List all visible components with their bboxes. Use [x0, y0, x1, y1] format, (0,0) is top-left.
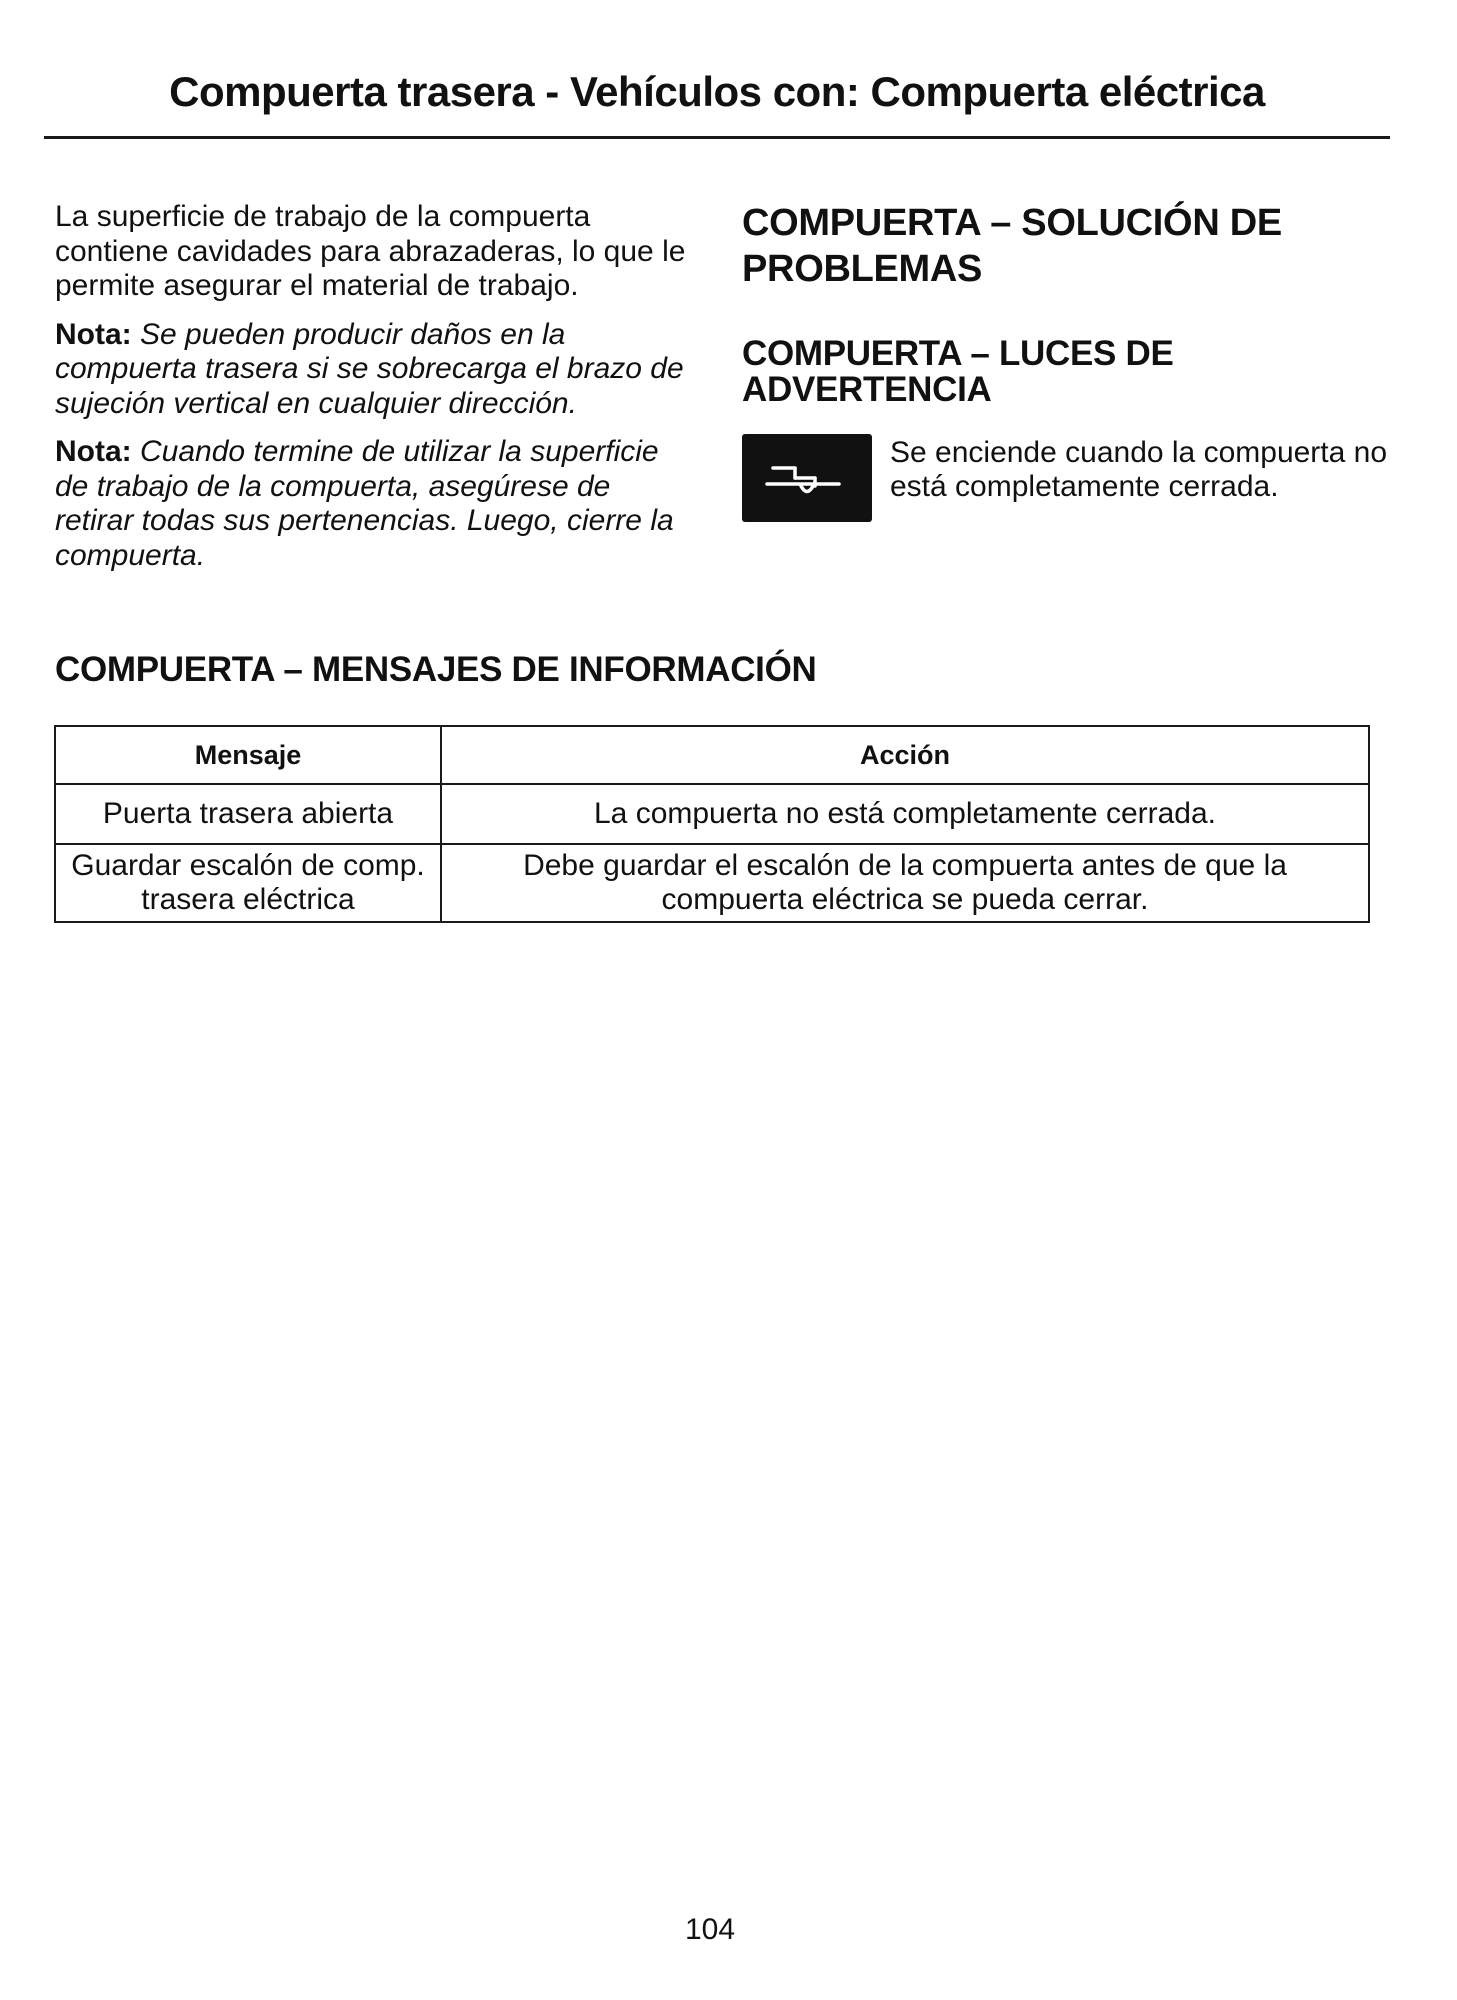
info-messages-heading: COMPUERTA – MENSAJES DE INFORMACIÓN [55, 650, 817, 689]
column-header-action: Acción [441, 726, 1369, 784]
table-row [55, 844, 1369, 922]
warning-light-description: Se enciende cuando la compuerta no está completamente cerrada. [890, 436, 1388, 503]
page-title: Compuerta trasera - Vehículos con: Compuerta eléctrica [169, 68, 1265, 115]
note-paragraph-2 [55, 435, 695, 573]
warning-light-entry [742, 434, 1402, 522]
table-header-row [55, 726, 1369, 784]
note-text: Cuando termine de utilizar la superficie de trabajo de la compuerta, asegúrese de retirar todas sus pertenencias. Luego, cierre la compuerta. [55, 435, 674, 572]
action-cell: Debe guardar el escalón de la compuerta antes de que la compuerta eléctrica se pueda cerrar. [441, 844, 1369, 922]
page-number: 104 [684, 1913, 736, 1946]
message-cell: Guardar escalón de comp. trasera eléctrica [55, 844, 441, 922]
message-cell: Puerta trasera abierta [55, 784, 441, 844]
note-paragraph-1 [55, 318, 695, 422]
header-divider [44, 136, 1390, 139]
note-label: Nota: [55, 317, 132, 351]
troubleshooting-heading: COMPUERTA – SOLUCIÓN DE PROBLEMAS [742, 202, 1282, 290]
warning-lights-heading: COMPUERTA – LUCES DE ADVERTENCIA [742, 334, 1174, 409]
info-messages-table [54, 725, 1370, 923]
column-header-message: Mensaje [55, 726, 441, 784]
left-column [55, 200, 695, 587]
intro-paragraph: La superficie de trabajo de la compuerta contiene cavidades para abrazaderas, lo que le permite asegurar el material de trabajo. [55, 200, 686, 302]
action-cell: La compuerta no está completamente cerrada. [441, 784, 1369, 844]
note-label: Nota: [55, 435, 132, 468]
tailgate-ajar-icon [742, 434, 872, 522]
right-column [742, 200, 1402, 522]
table-row [55, 784, 1369, 844]
note-text: Se pueden producir daños en la compuerta trasera si se sobrecarga el brazo de sujeción vertical en cualquier dirección. [55, 317, 684, 420]
